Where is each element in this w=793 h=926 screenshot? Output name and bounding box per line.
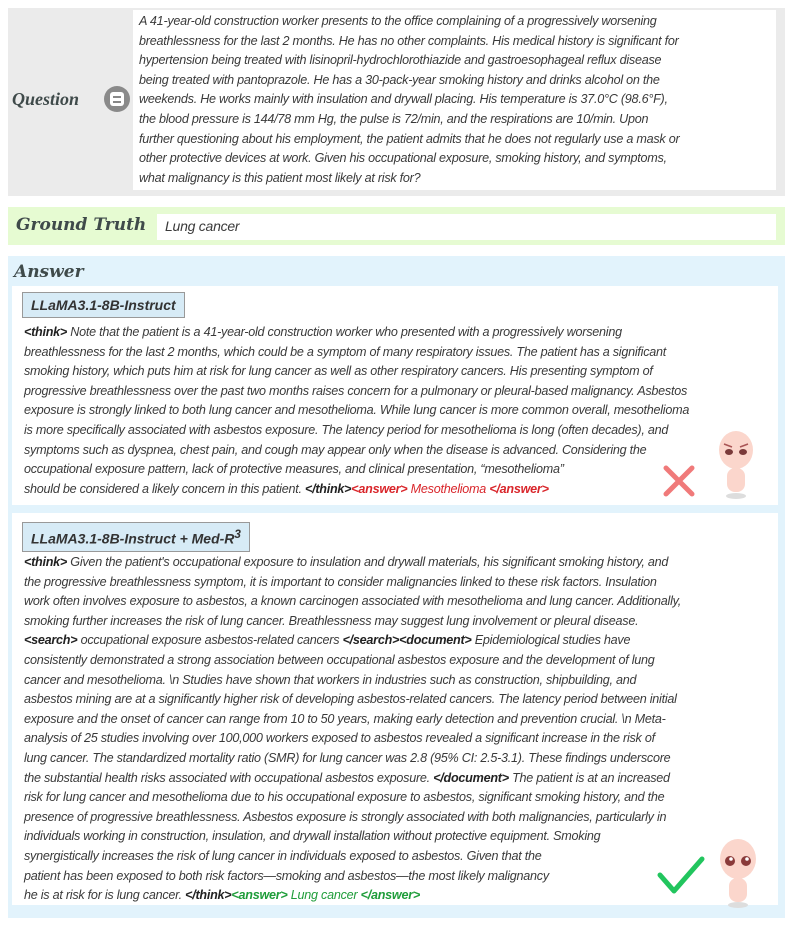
text-segment: risk for lung cancer and mesothelioma due to his occupational exposure to asbestos, significant smoking history, and the: [24, 790, 665, 805]
answer-line: [24, 480, 689, 500]
text-segment: smoking further increases the risk of lung cancer. Breathlessness may suggest lung involvement or pleural disease.: [24, 613, 639, 628]
checklist-icon: [104, 86, 130, 112]
text-segment: analysis of 25 studies involving over 100,000 workers exposed to asbestos revealed a significant increase in the risk of: [24, 731, 655, 746]
tag-token: </think>: [304, 481, 352, 496]
answer-line: [24, 788, 681, 808]
model-name: LLaMA3.1-8B-Instruct + Med-R: [31, 530, 235, 547]
text-segment: occupational exposure pattern, lack of protective measures, and clinical presentation, “mesothelioma”: [24, 462, 564, 477]
answer-line: [24, 651, 681, 671]
answer-line: [24, 553, 681, 573]
answer-line: [24, 671, 681, 691]
answer-line: [24, 886, 681, 906]
answer-line: [24, 827, 681, 847]
text-segment: lung cancer. The standardized mortality ratio (SMR) for lung cancer was 2.8 (95% CI: 2.5-3.1). These findings underscore: [24, 750, 671, 765]
text-segment: smoking history, which puts him at risk for lung cancer as well as other respiratory cancers. His presenting symptom of: [24, 364, 653, 379]
answer-line: [24, 401, 689, 421]
text-segment: he is at risk for is lung cancer.: [24, 888, 186, 903]
model-name: LLaMA3.1-8B-Instruct: [31, 297, 176, 313]
text-segment: The patient is at an increased: [508, 770, 670, 785]
tag-token: </search>: [342, 633, 400, 648]
answer-line: [24, 729, 681, 749]
final-answer: [231, 888, 420, 902]
answer-tag: <answer>: [231, 888, 288, 903]
model-tag: [22, 292, 185, 318]
answer-line: [24, 690, 681, 710]
text-segment: consistently demonstrated a strong association between occupational asbestos exposure and the development of lung: [24, 652, 655, 667]
model-tag: [22, 522, 250, 552]
answer-value: Lung cancer: [287, 888, 361, 903]
answer-line: [24, 573, 681, 593]
model-answer-panel: [12, 286, 778, 505]
ground-truth-value: Lung cancer: [165, 218, 240, 234]
answer-value: Mesothelioma: [407, 481, 490, 496]
answer-line: [24, 631, 681, 651]
text-segment: synergistically increases the risk of lung cancer in individuals exposed to asbestos. Given that the: [24, 848, 542, 863]
tag-token: <think>: [24, 325, 68, 339]
answer-line: [24, 867, 681, 887]
ground-truth-box: [157, 214, 776, 240]
answer-line: [24, 441, 689, 461]
text-segment: presence of progressive breathlessness. Asbestos exposure is strongly associated with both malignancies, particularly in: [24, 809, 667, 824]
answer-line: [24, 362, 689, 382]
text-segment: exposure is strongly linked to both lung cancer and mesothelioma. While lung cancer is more common overall, mesothelioma: [24, 403, 690, 418]
question-line: what malignancy is this patient most likely at risk for?: [139, 170, 421, 185]
answer-line: [24, 847, 681, 867]
tag-token: <search>: [24, 633, 78, 648]
answer-line: [24, 323, 689, 343]
text-segment: exposure and the onset of cancer can range from 10 to 50 years, making early detection and prevention crucial. \n Meta-: [24, 711, 666, 726]
ground-truth-label: Ground Truth: [16, 215, 147, 235]
question-line: hypertension being treated with lisinopril-hydrochlorothiazide and gastroesophageal reflux disease: [139, 53, 662, 68]
question-line: weekends. He works mainly with insulation and drywall placing. His temperature is 37.0°C (98.6°F),: [139, 92, 668, 107]
text-segment: symptoms such as dyspnea, chest pain, and cough may appear only when the disease is advanced. Considering the: [24, 442, 647, 457]
answer-line: [24, 382, 689, 402]
answer-tag: </answer>: [489, 481, 549, 496]
check-icon: [656, 853, 706, 897]
text-segment: the substantial health risks associated with occupational asbestos exposure.: [24, 770, 434, 785]
happy-baby-mascot: [716, 835, 760, 909]
answer-line: [24, 460, 689, 480]
answer-tag: </answer>: [360, 888, 420, 903]
text-segment: patient has been exposed to both risk factors—smoking and asbestos—the most likely malignancy: [24, 868, 549, 883]
tag-token: </think>: [185, 888, 232, 903]
text-segment: progressive breathlessness over the past two months raises concern for a pulmonary or pleural-based malignancy. Asbestos: [24, 383, 687, 398]
text-segment: cancer and mesothelioma. \n Studies have shown that workers in industries such as construction, shipbuilding, and: [24, 672, 637, 687]
question-line: being treated with pantoprazole. He has a 30-pack-year smoking history and drinks alcohol on the: [139, 72, 660, 87]
text-segment: Epidemiological studies have: [471, 633, 631, 648]
text-segment: Given the patient's occupational exposure to insulation and drywall materials, his significant smoking history, and: [67, 555, 669, 569]
answer-line: [24, 592, 681, 612]
question-line: breathlessness for the last 2 months. He has no other complaints. His medical history is significant for: [139, 33, 679, 48]
question-label: Question: [12, 89, 80, 109]
answer-label: Answer: [14, 262, 84, 282]
answer-line: [24, 421, 689, 441]
answer-line: [24, 612, 681, 632]
question-line: the blood pressure is 144/78 mm Hg, the pulse is 72/min, and the respirations are 10/min. Upon: [139, 111, 649, 126]
question-text-box: [133, 10, 776, 190]
tag-token: <document>: [399, 633, 472, 648]
model-answer-panel: [12, 513, 778, 905]
tag-token: <think>: [24, 555, 68, 569]
answer-line: [24, 749, 681, 769]
answer-line: [24, 710, 681, 730]
question-line: A 41-year-old construction worker presents to the office complaining of a progressively worsening: [139, 14, 657, 28]
text-segment: is more specifically associated with asbestos exposure. The latency period for mesothelioma is long (often decades), and: [24, 422, 669, 437]
question-line: further questioning about his employment, the patient admits that he does not regularly use a mask or: [139, 131, 680, 146]
text-segment: individuals working in construction, insulation, and drywall installation without protective equipment. Smoking: [24, 829, 601, 844]
answer-tag: <answer>: [351, 481, 408, 496]
text-segment: the progressive breathlessness symptom, it is important to consider malignancies linked to these risk factors. Insulation: [24, 574, 657, 589]
question-line: other protective devices at work. Given his occupational exposure, smoking history, and symptoms,: [139, 151, 667, 166]
text-segment: work often involves exposure to asbestos, a known carcinogen associated with mesothelioma and lung cancer. Additionally,: [24, 594, 681, 609]
answer-line: [24, 343, 689, 363]
answer-line: [24, 808, 681, 828]
text-segment: breathlessness for the last 2 months, which could be a symptom of many respiratory issues. The patient has a significant: [24, 344, 666, 359]
sad-baby-mascot: [716, 426, 756, 500]
text-segment: should be considered a likely concern in this patient.: [24, 481, 305, 496]
text-segment: occupational exposure asbestos-related cancers: [77, 633, 343, 648]
cross-icon: [662, 464, 696, 498]
model-superscript: 3: [234, 528, 241, 541]
answer-line: [24, 769, 681, 789]
final-answer: [351, 482, 548, 496]
text-segment: asbestos mining are at a significantly higher risk of developing asbestos-related cancers. The latency period between initial: [24, 692, 677, 707]
tag-token: </document>: [433, 770, 509, 785]
text-segment: Note that the patient is a 41-year-old construction worker who presented with a progressively worsening: [67, 325, 622, 339]
